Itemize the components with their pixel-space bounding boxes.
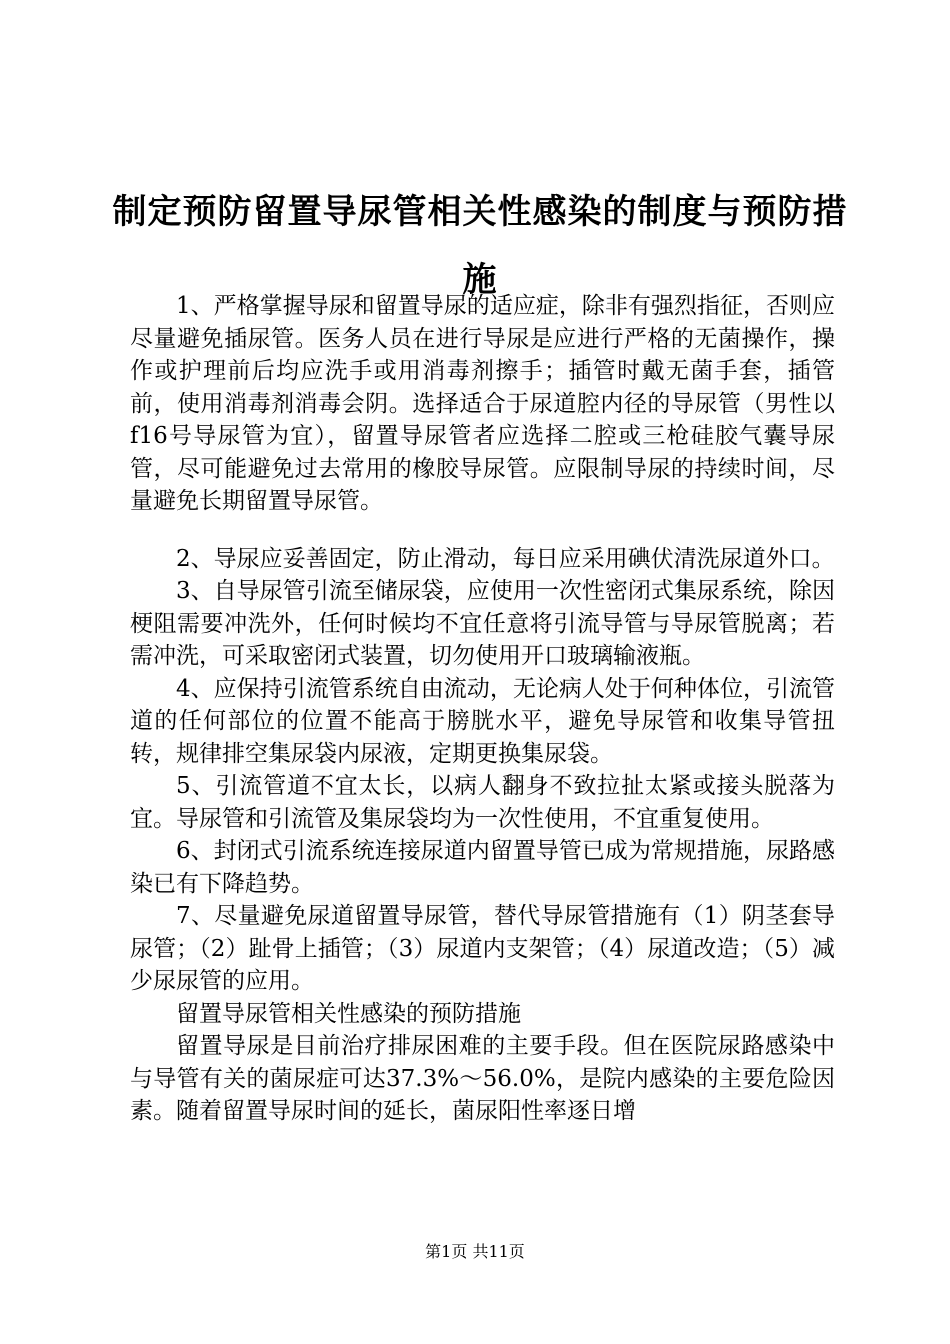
paragraph-7: 7、尽量避免尿道留置导尿管，替代导尿管措施有（1）阴茎套导尿管；（2）趾骨上插管；（3）尿道内支架管；（4）尿道改造；（5）减少尿尿管的应用。 bbox=[130, 903, 835, 994]
paragraph-2: 2、导尿应妥善固定，防止滑动，每日应采用碘伏清洗尿道外口。 bbox=[176, 545, 835, 572]
paragraph-3: 3、自导尿管引流至储尿袋，应使用一次性密闭式集尿系统，除因梗阻需要冲洗外，任何时候均不宜任意将引流导管与导尿管脱离；若需冲洗，可采取密闭式装置，切勿使用开口玻璃输液瓶。 bbox=[130, 578, 835, 669]
paragraph-8: 留置导尿是目前治疗排尿困难的主要手段。但在医院尿路感染中与导管有关的菌尿症可达37.3%～56.0%，是院内感染的主要危险因素。随着留置导尿时间的延长，菌尿阳性率逐日增 bbox=[130, 1033, 835, 1124]
paragraph-4: 4、应保持引流管系统自由流动，无论病人处于何种体位，引流管道的任何部位的位置不能高于膀胱水平，避免导尿管和收集导管扭转，规律排空集尿袋内尿液，定期更换集尿袋。 bbox=[130, 675, 835, 767]
paragraph-6: 6、封闭式引流系统连接尿道内留置导管已成为常规措施，尿路感染已有下降趋势。 bbox=[130, 838, 835, 897]
paragraph-1: 1、严格掌握导尿和留置导尿的适应症，除非有强烈指征，否则应尽量避免插尿管。医务人员在进行导尿是应进行严格的无菌操作，操作或护理前后均应洗手或用消毒剂擦手；插管时戴无菌手套，插管前，使用消毒剂消毒会阴。选择适合于尿道腔内径的导尿管（男性以f16号导尿管为宜），留置导尿管者应选择二腔或三枪硅胶气囊导尿管，尽可能避免过去常用的橡胶导尿管。应限制导尿的持续时间，尽量避免长期留置导尿管。 bbox=[130, 293, 835, 514]
section-heading: 留置导尿管相关性感染的预防措施 bbox=[176, 1000, 521, 1027]
document-body bbox=[130, 290, 835, 1128]
document-title: 制定预防留置导尿管相关性感染的制度与预防措施 bbox=[112, 192, 848, 300]
paragraph-5: 5、引流管道不宜太长，以病人翻身不致拉扯太紧或接头脱落为宜。导尿管和引流管及集尿袋均为一次性使用，不宜重复使用。 bbox=[130, 773, 835, 832]
page-footer: 第1页 共11页 bbox=[425, 1242, 525, 1261]
